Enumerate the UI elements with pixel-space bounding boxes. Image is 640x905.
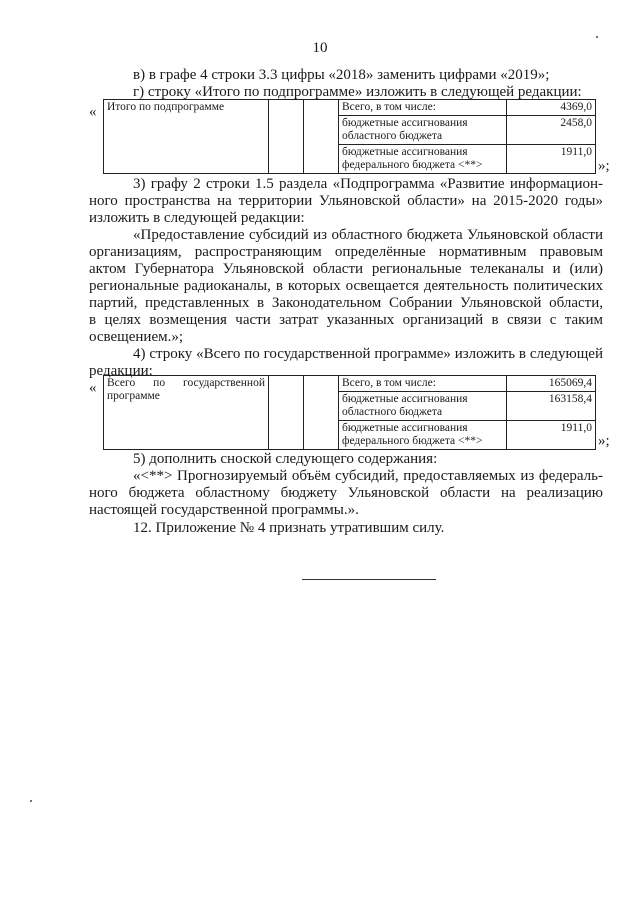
table2-row-value: 165069,4 (507, 376, 596, 392)
table1-close-quote: »; (598, 158, 610, 174)
scan-speck (596, 36, 598, 38)
table2-row-name: бюджетные ассигнования федерального бюджета <**> (339, 421, 507, 450)
table1-open-quote: « (89, 104, 97, 120)
table1-row-name: бюджетные ассигнования областного бюджета (339, 116, 507, 145)
quote-line-2: организациям, распространяющим определённые нормативным правовым (89, 244, 603, 260)
table2-row-value: 163158,4 (507, 392, 596, 421)
table1-row-value: 1911,0 (507, 145, 596, 174)
quote-line-1: «Предоставление субсидий из областного бюджета Ульяновской области (133, 227, 603, 243)
quote-line-3: актом Губернатора Ульяновской области региональные телеканалы и (или) (89, 261, 603, 277)
table2-row-name: Всего, в том числе: (339, 376, 507, 392)
table2-empty-col (269, 376, 304, 450)
table2-empty-col (304, 376, 339, 450)
closing-separator (302, 579, 436, 580)
footnote-line-1: «<**> Прогнозируемый объём субсидий, предоставляемых из федераль- (133, 468, 603, 484)
item-12: 12. Приложение № 4 признать утратившим силу. (133, 520, 445, 536)
table-row (104, 100, 596, 116)
item-5: 5) дополнить сноской следующего содержания: (133, 451, 438, 467)
table2-close-quote: »; (598, 433, 610, 449)
table1-row-value: 2458,0 (507, 116, 596, 145)
table2-label: Всего по государственной программе (104, 376, 269, 450)
quote-line-6: в целях возмещения части затрат указанных организаций в связи с таким (89, 312, 603, 328)
quote-line-4: региональные радиоканалы, в которых освещается деятельность политических (89, 278, 603, 294)
footnote-line-2: ного бюджета областному бюджету Ульяновской области на реализацию (89, 485, 603, 501)
item-4-line-1: 4) строку «Всего по государственной программе» изложить в следующей (133, 346, 603, 362)
item-3-line-2: ного пространства на территории Ульяновской области» на 2015-2020 годы» (89, 193, 603, 209)
table2-open-quote: « (89, 380, 97, 396)
table2 (103, 375, 596, 450)
page-number: 10 (312, 40, 328, 56)
item-g: г) строку «Итого по подпрограмме» изложить в следующей редакции: (133, 84, 582, 100)
table-row (104, 376, 596, 392)
table1-label: Итого по подпрограмме (104, 100, 269, 174)
footnote-line-3: настоящей государственной программы.». (89, 502, 359, 518)
item-3-line-1: 3) графу 2 строки 1.5 раздела «Подпрограмма «Развитие информацион- (133, 176, 603, 192)
item-v: в) в графе 4 строки 3.3 цифры «2018» заменить цифрами «2019»; (133, 67, 550, 83)
table1-empty-col (304, 100, 339, 174)
table1-row-name: бюджетные ассигнования федерального бюджета <**> (339, 145, 507, 174)
quote-line-7: освещением.»; (89, 329, 184, 345)
scan-speck (30, 800, 32, 802)
table1-row-value: 4369,0 (507, 100, 596, 116)
item-4-line-2: редакции: (89, 363, 153, 379)
table1 (103, 99, 596, 174)
table2-row-name: бюджетные ассигнования областного бюджета (339, 392, 507, 421)
item-3-line-3: изложить в следующей редакции: (89, 210, 305, 226)
table1-row-name: Всего, в том числе: (339, 100, 507, 116)
table1-empty-col (269, 100, 304, 174)
table2-row-value: 1911,0 (507, 421, 596, 450)
quote-line-5: партий, представленных в Законодательном Собрании Ульяновской области, (89, 295, 603, 311)
